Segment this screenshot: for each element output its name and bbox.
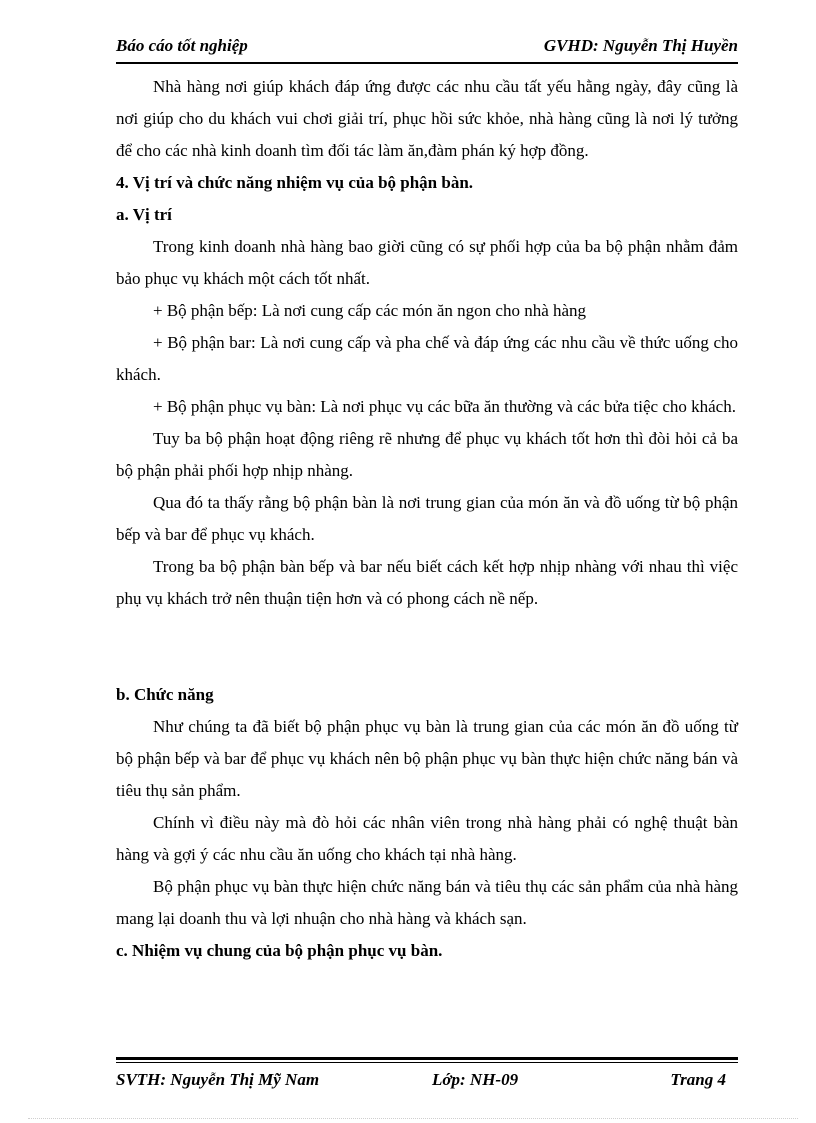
blank-space <box>116 615 738 679</box>
footer-student: SVTH: Nguyễn Thị Mỹ Nam <box>116 1070 320 1089</box>
footer-class: Lớp: NH-09 <box>432 1070 519 1089</box>
page-content <box>116 71 738 967</box>
paragraph: Chính vì điều này mà đò hỏi các nhân viên trong nhà hàng phải có nghệ thuật bàn hàng và gợi ý các nhu cầu ăn uống cho khách tại nhà hàng. <box>116 813 738 864</box>
paragraph: + Bộ phận bếp: Là nơi cung cấp các món ăn ngon cho nhà hàng <box>153 301 587 320</box>
paragraph: Như chúng ta đã biết bộ phận phục vụ bàn là trung gian của các món ăn đồ uống từ bộ phận bếp và bar để phục vụ khách nên bộ phận phục vụ bàn thực hiện chức năng bán và tiêu thụ sản phẩm. <box>116 717 738 800</box>
paragraph: Qua đó ta thấy rằng bộ phận bàn là nơi trung gian của món ăn và đồ uống từ bộ phận bếp và bar để phục vụ khách. <box>116 493 738 544</box>
header-supervisor: GVHD: Nguyễn Thị Huyền <box>543 36 738 55</box>
footer-page-number: Trang 4 <box>670 1070 726 1089</box>
header-divider <box>116 62 738 64</box>
section-heading-4: 4. Vị trí và chức năng nhiệm vụ của bộ phận bàn. <box>116 173 474 192</box>
subsection-heading-c: c. Nhiệm vụ chung của bộ phận phục vụ bàn. <box>116 941 443 960</box>
subsection-heading-b: b. Chức năng <box>116 685 214 704</box>
page-header <box>116 36 738 62</box>
paragraph: Nhà hàng nơi giúp khách đáp ứng được các nhu cầu tất yếu hằng ngày, đây cũng là nơi giúp cho du khách vui chơi giải trí, phục hồi sức khỏe, nhà hàng cũng là nơi lý tưởng để cho các nhà kinh doanh tìm đối tác làm ăn,đàm phán ký hợp đồng. <box>116 77 738 160</box>
header-report-title: Báo cáo tốt nghiệp <box>116 36 248 55</box>
paragraph: Bộ phận phục vụ bàn thực hiện chức năng bán và tiêu thụ các sản phẩm của nhà hàng mang lại doanh thu và lợi nhuận cho nhà hàng và khách sạn. <box>116 877 738 928</box>
paragraph: + Bộ phận phục vụ bàn: Là nơi phục vụ các bữa ăn thường và các bửa tiệc cho khách. <box>153 397 736 416</box>
paragraph: Trong ba bộ phận bàn bếp và bar nếu biết cách kết hợp nhịp nhàng với nhau thì việc phụ vụ khách trở nên thuận tiện hơn và có phong cách nề nếp. <box>116 557 738 608</box>
paragraph: + Bộ phận bar: Là nơi cung cấp và pha chế và đáp ứng các nhu cầu về thức uống cho khách. <box>116 333 738 384</box>
page-edge-divider <box>28 1118 798 1119</box>
page-footer <box>116 1070 726 1092</box>
paragraph: Trong kinh doanh nhà hàng bao giời cũng có sự phối hợp của ba bộ phận nhằm đảm bảo phục vụ khách một cách tốt nhất. <box>116 237 738 288</box>
paragraph: Tuy ba bộ phận hoạt động riêng rẽ nhưng để phục vụ khách tốt hơn thì đòi hỏi cả ba bộ phận phải phối hợp nhịp nhàng. <box>116 429 738 480</box>
footer-divider <box>116 1057 738 1063</box>
subsection-heading-a: a. Vị trí <box>116 205 172 224</box>
